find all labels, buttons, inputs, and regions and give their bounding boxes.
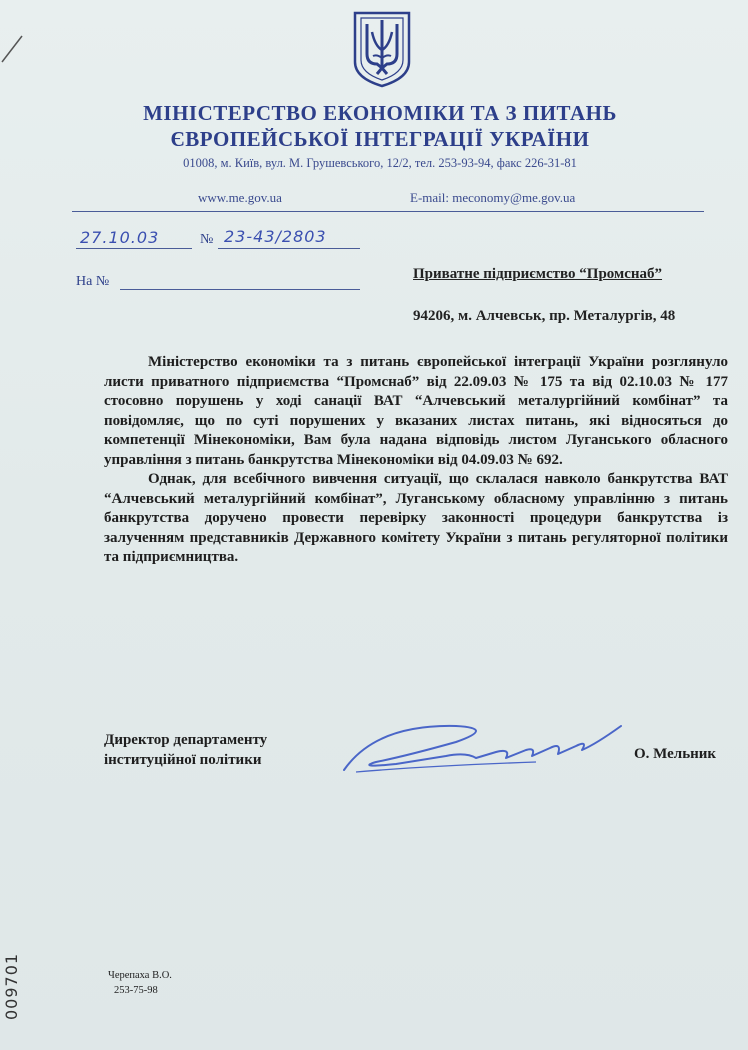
signer-position-line1: Директор департаменту [104,732,268,748]
signer-name: О. Мельник [634,746,717,762]
executor-phone: 253-75-98 [114,985,158,996]
letter-number: 23-43/2803 [224,227,327,246]
reply-to-underline [120,289,360,290]
serial-number: 009701 [2,952,21,1020]
signer-position [104,730,267,770]
header-divider [72,211,704,212]
ministry-address: 01008, м. Київ, вул. М. Грушевського, 12/2, тел. 253-93-94, факс 226-31-81 [183,156,577,170]
website-link: www.me.gov.ua [198,190,282,205]
trident-emblem-icon [351,10,413,88]
signer-position-line2: інституційної політики [104,752,262,768]
ministry-title-line2: ЄВРОПЕЙСЬКОЇ ІНТЕГРАЦІЇ УКРАЇНИ [170,127,590,151]
reply-to-label: На № [76,274,110,289]
recipient-address: 94206, м. Алчевськ, пр. Металургів, 48 [413,308,676,324]
ministry-title-line1: МІНІСТЕРСТВО ЕКОНОМІКИ ТА З ПИТАНЬ [143,101,617,125]
date-underline [76,248,192,249]
number-underline [218,248,360,249]
letter-date: 27.10.03 [80,228,160,247]
body-paragraph-1: Міністерство економіки та з питань європейської інтеграції України розглянуло листи приватного підприємства “Промснаб” від 22.09.03 № 175 та від 02.10.03 № 177 стосовно порушень у ході санації ВАТ “Алчевський металургійний комбінат” та повідомляє, що по суті порушених у вказаних листах питань, які відносяться до компетенції Мінекономіки, Вам була надана відповідь листом Луганського обласного управління з питань банкрутства Мінекономіки від 04.09.03 № 692. [104,354,728,468]
body-paragraph-2: Однак, для всебічного вивчення ситуації, що склалася навколо банкрутства ВАТ “Алчевський металургійний комбінат”, Луганському обласному управлінню з питань банкрутства доручено провести перевірку законності процедури банкрутства із залученням представників Державного комітету України з питань регуляторної політики та підприємництва. [104,471,728,565]
number-label: № [200,232,214,247]
scratch-mark [0,0,40,70]
executor-name: Черепаха В.О. [108,970,172,981]
executor-info [108,968,172,998]
email-link: E-mail: meconomy@me.gov.ua [410,190,576,205]
recipient-name: Приватне підприємство “Промснаб” [413,266,663,282]
letter-body [104,353,728,568]
handwritten-signature [336,712,626,782]
